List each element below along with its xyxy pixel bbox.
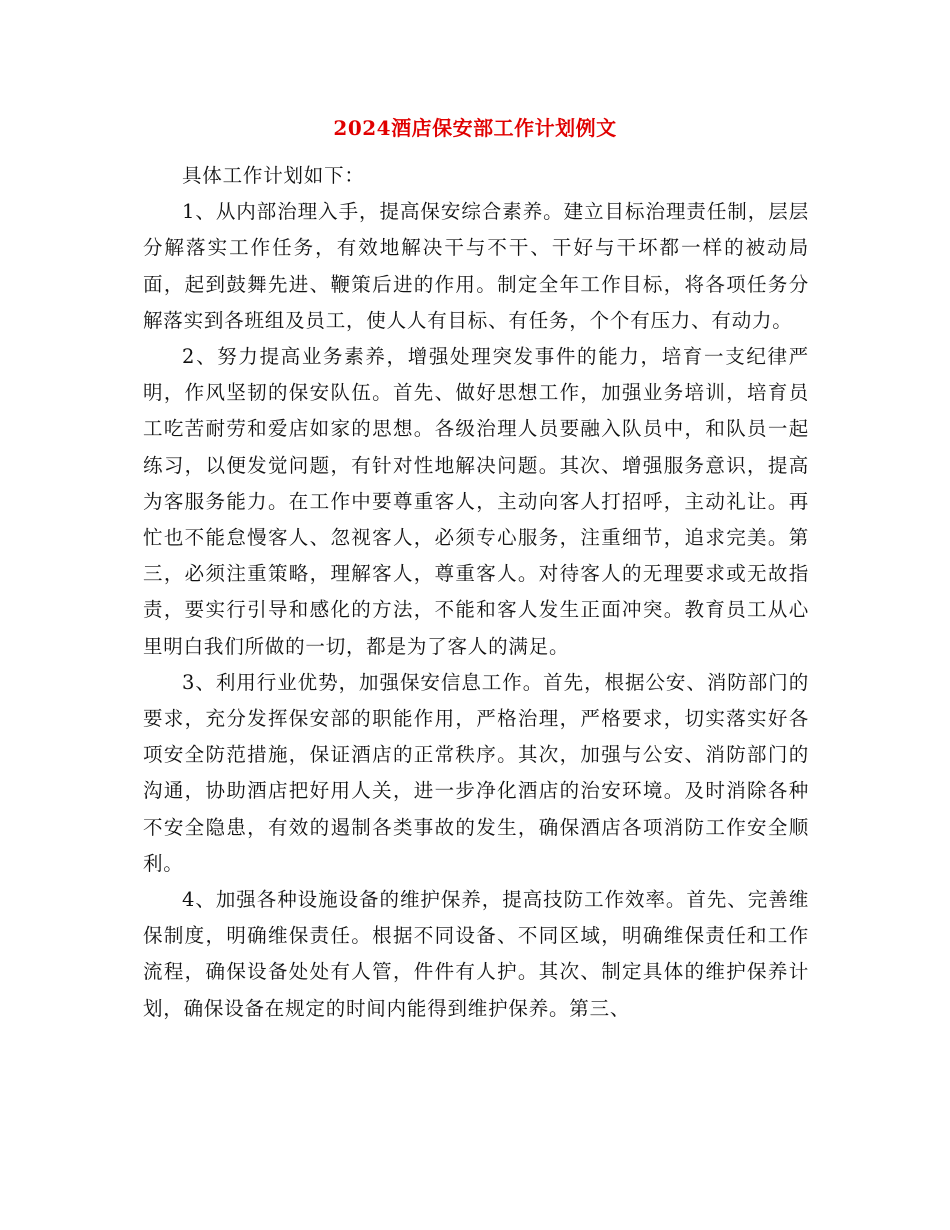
page-title: 2024酒店保安部工作计划例文 — [333, 116, 617, 140]
paragraph-3: 3、利用行业优势，加强保安信息工作。首先，根据公安、消防部门的要求，充分发挥保安部的职能作用，严格治理，严格要求，切实落实好各项安全防范措施，保证酒店的正常秩序。其次，加强与公安、消防部门的沟通，协助酒店把好用人关，进一步净化酒店的治安环境。及时消除各种不安全隐患，有效的遏制各类事故的发生，确保酒店各项消防工作安全顺利。 — [143, 670, 809, 875]
paragraph-4: 4、加强各种设施设备的维护保养，提高技防工作效率。首先、完善维保制度，明确维保责任。根据不同设备、不同区域，明确维保责任和工作流程，确保设备处处有人管，件件有人护。其次、制定具体的维护保养计划，确保设备在规定的时间内能得到维护保养。第三、 — [143, 888, 809, 1020]
document-body — [143, 158, 809, 1027]
intro-paragraph: 具体工作计划如下： — [182, 164, 365, 187]
paragraph-1: 1、从内部治理入手，提高保安综合素养。建立目标治理责任制，层层分解落实工作任务，有效地解决干与不干、干好与干坏都一样的被动局面，起到鼓舞先进、鞭策后进的作用。制定全年工作目标，将各项任务分解落实到各班组及员工，使人人有目标、有任务，个个有压力、有动力。 — [143, 200, 809, 332]
paragraph-2: 2、努力提高业务素养，增强处理突发事件的能力，培育一支纪律严明，作风坚韧的保安队伍。首先、做好思想工作，加强业务培训，培育员工吃苦耐劳和爱店如家的思想。各级治理人员要融入队员中，和队员一起练习，以便发觉问题，有针对性地解决问题。其次、增强服务意识，提高为客服务能力。在工作中要尊重客人，主动向客人打招呼，主动礼让。再忙也不能怠慢客人、忽视客人，必须专心服务，注重细节，追求完美。第三，必须注重策略，理解客人，尊重客人。对待客人的无理要求或无故指责，要实行引导和感化的方法，不能和客人发生正面冲突。教育员工从心里明白我们所做的一切，都是为了客人的满足。 — [143, 345, 809, 658]
